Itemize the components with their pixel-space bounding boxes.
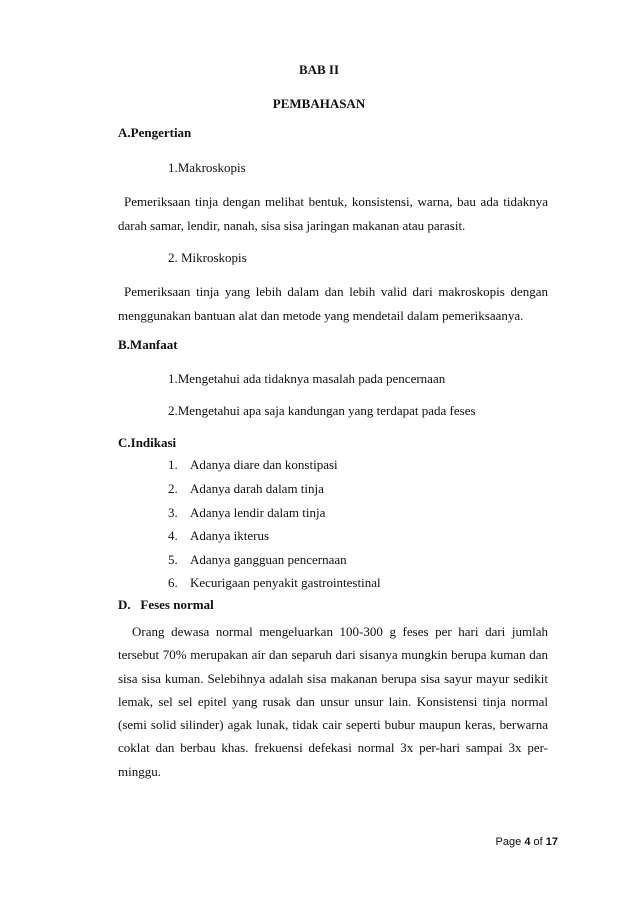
section-a-sub1-label: 1.Makroskopis <box>168 160 246 175</box>
page-word: Page <box>495 836 522 848</box>
list-item-text: Adanya ikterus <box>190 528 270 543</box>
section-a-heading: A.Pengertian <box>118 125 192 140</box>
list-item <box>168 528 269 544</box>
list-item-number: 3. <box>168 505 178 520</box>
section-a-sub1-text: Pemeriksaan tinja dengan melihat bentuk, konsistensi, warna, bau ada tidaknya darah samar, lendir, nanah, sisa sisa jaringan makanan atau parasit. <box>118 194 548 233</box>
page-title: PEMBAHASAN <box>272 96 366 111</box>
section-d-text: Orang dewasa normal mengeluarkan 100-300 g feses per hari dari jumlah tersebut 70% merupakan air dan separuh dari sisanya mungkin berupa kuman dan sisa sisa kuman. Selebihnya adalah sisa makanan berupa sisa sayur mayur sedikit lemak, sel sel epitel yang rusak dan unsur unsur lain. Konsistensi tinja normal (semi solid silinder) agak lunak, tidak cair seperti bubur maupun keras, berwarna coklat dan berbau khas. frekuensi defekasi normal 3x per-hari sampai 3x per-minggu. <box>118 624 548 779</box>
list-item-number: 1. <box>168 457 178 472</box>
page-number <box>496 836 558 848</box>
section-a-sub2-text: Pemeriksaan tinja yang lebih dalam dan lebih valid dari makroskopis dengan menggunakan bantuan alat dan metode yang mendetail dalam pemeriksaanya. <box>118 284 548 323</box>
section-b-item2: 2.Mengetahui apa saja kandungan yang terdapat pada feses <box>168 403 476 418</box>
list-item-number: 2. <box>168 481 178 496</box>
chapter-label: BAB II <box>298 62 340 77</box>
section-a-sub2-label: 2. Mikroskopis <box>168 250 247 265</box>
list-item-number: 5. <box>168 552 178 567</box>
current-page: 4 <box>524 836 531 848</box>
list-item <box>168 457 338 473</box>
section-d-heading: D. Feses normal <box>118 597 214 612</box>
list-item-text: Adanya diare dan konstipasi <box>190 457 338 472</box>
list-item-text: Kecurigaan penyakit gastrointestinal <box>190 575 381 590</box>
list-item-text: Adanya lendir dalam tinja <box>190 505 326 520</box>
list-item <box>168 505 325 521</box>
list-item <box>168 481 324 497</box>
list-item <box>168 575 381 591</box>
list-item-text: Adanya darah dalam tinja <box>190 481 324 496</box>
section-c-heading: C.Indikasi <box>118 435 177 450</box>
section-b-item1: 1.Mengetahui ada tidaknya masalah pada pencernaan <box>168 371 446 386</box>
list-item <box>168 552 347 568</box>
list-item-number: 4. <box>168 528 178 543</box>
section-b-heading: B.Manfaat <box>118 337 178 352</box>
list-item-number: 6. <box>168 575 178 590</box>
list-item-text: Adanya gangguan pencernaan <box>190 552 347 567</box>
of-word: of <box>533 836 543 848</box>
total-pages: 17 <box>545 836 558 848</box>
